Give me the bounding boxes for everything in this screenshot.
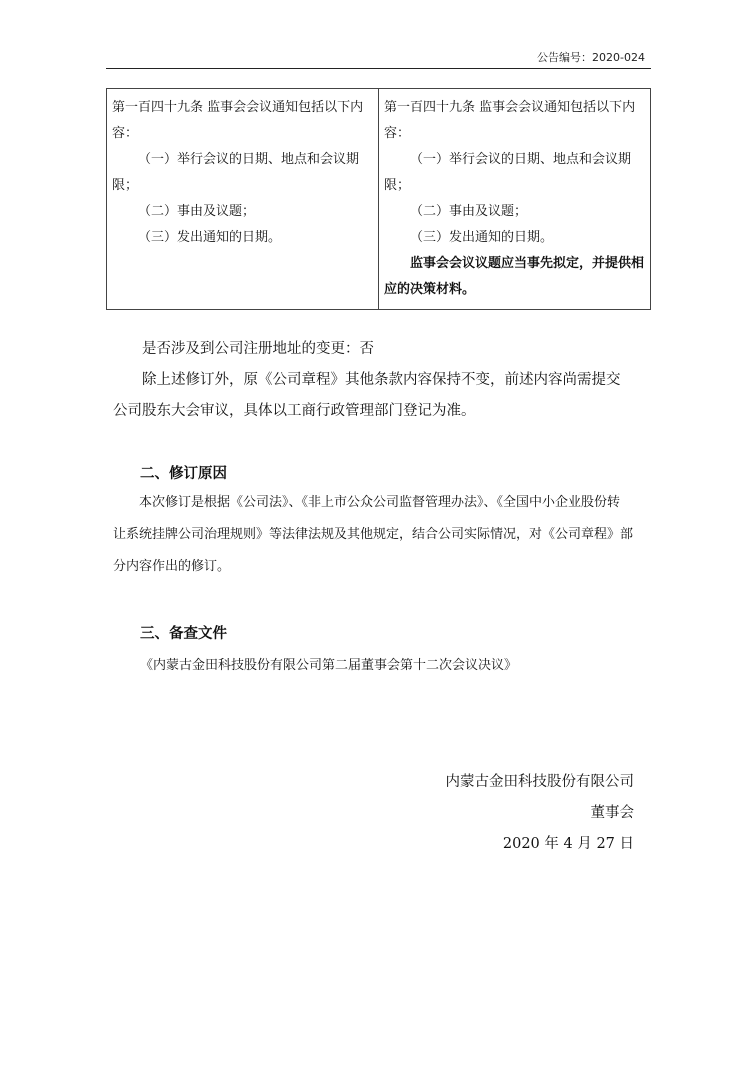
reasons-line-1: 本次修订是根据《公司法》、《非上市公众公司监督管理办法》、《全国中小企业股份转 [139,495,621,510]
clause-item-3: （三）发出通知的日期。 [410,230,554,245]
revised-clause-cell [379,89,651,310]
amendment-comparison-table [106,88,651,310]
added-clause-text: 监事会会议议题应当事先拟定，并提供相应的决策材料。 [384,256,645,297]
clause-item-1: （一）举行会议的日期、地点和会议期限； [112,152,360,193]
reference-document: 《内蒙古金田科技股份有限公司第二届董事会第十二次会议决议》 [140,658,518,673]
signature-date: 2020 年 4 月 27 日 [502,836,634,852]
reasons-paragraph [113,487,637,583]
amendment-notes [113,334,633,427]
clause-item-1: （一）举行会议的日期、地点和会议期限； [384,152,632,193]
clause-item-3: （三）发出通知的日期。 [138,230,282,245]
announcement-number: 公告编号：2020-024 [537,51,645,64]
clause-item-2: （二）事由及议题； [410,204,528,219]
clause-heading: 第一百四十九条 监事会会议通知包括以下内容： [112,100,364,141]
section-title-documents: 三、备查文件 [140,625,227,642]
other-clauses-line-1: 除上述修订外，原《公司章程》其他条款内容保持不变，前述内容尚需提交 [142,372,621,388]
other-clauses-line-2: 公司股东大会审议，具体以工商行政管理部门登记为准。 [113,403,476,419]
page-header [106,46,651,69]
reasons-line-3: 分内容作出的修订。 [113,559,231,574]
section-title-reasons: 二、修订原因 [140,465,227,482]
address-change-line: 是否涉及到公司注册地址的变更：否 [142,341,374,357]
table-row [107,89,651,310]
original-clause-cell [107,89,379,310]
signature-company: 内蒙古金田科技股份有限公司 [445,774,634,790]
signature-board: 董事会 [590,805,634,821]
reasons-line-2: 让系统挂牌公司治理规则》等法律法规及其他规定，结合公司实际情况，对《公司章程》部 [113,527,634,542]
clause-heading: 第一百四十九条 监事会会议通知包括以下内容： [384,100,636,141]
clause-item-2: （二）事由及议题； [138,204,256,219]
